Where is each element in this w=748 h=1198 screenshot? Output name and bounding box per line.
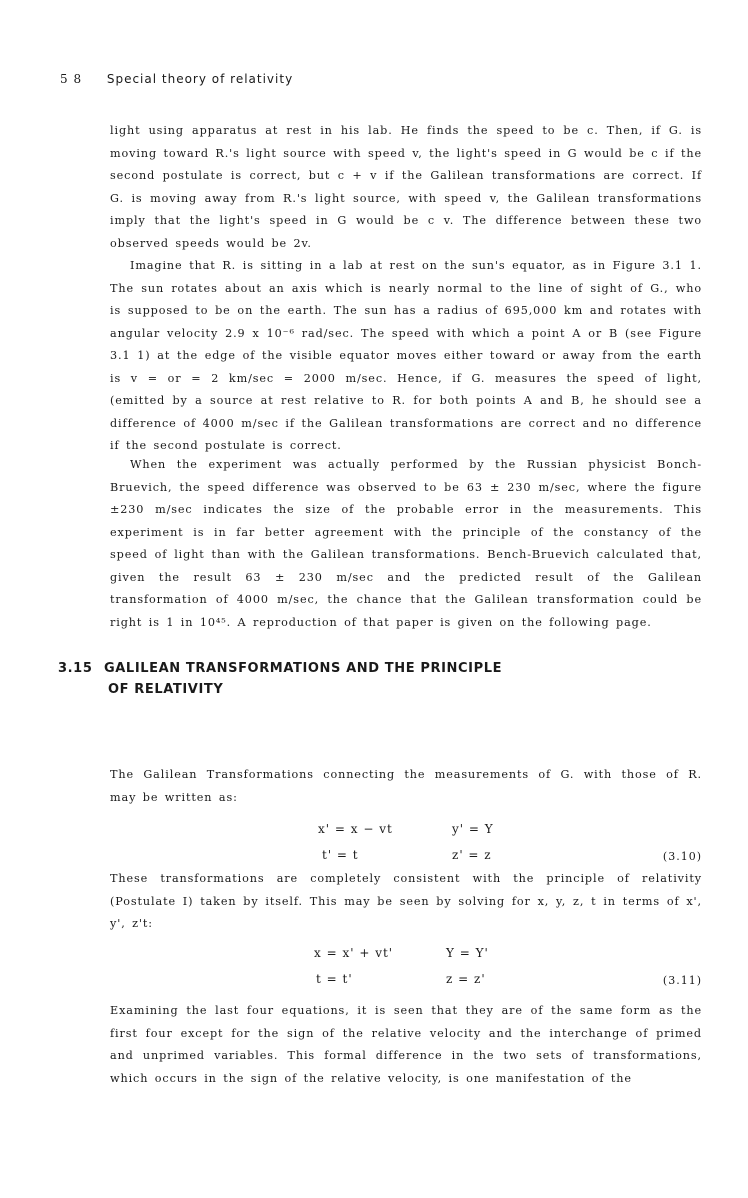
paragraph-5: These transformations are completely consistent with the principle of relativity (Postulate I) taken by itself. This may be seen by solving for x, y, z, t in terms of x', y', z't:	[110, 872, 702, 930]
paragraph-3: When the experiment was actually performed by the Russian physicist Bonch-Bruevich, the speed difference was observed to be 63 ± 230 m/sec, where the figure ±230 m/sec indicates the size of the probable error in the measurements. This experiment is in far better agreement with the principle of the constancy of the speed of light than with the Galilean transformations. Bench-Bruevich calculated that, given the result 63 ± 230 m/sec and the predicted result of the Galilean transformation of 4000 m/sec, the chance that the Galilean transformation could be right is 1 in 10⁴⁵. A reproduction of that paper is given on the following page.	[110, 458, 702, 629]
equation: x' = x − vt	[318, 822, 393, 836]
paragraph-6: Examining the last four equations, it is seen that they are of the same form as the first four except for the sign of the relative velocity and the interchange of primed and unprimed variables. This formal difference in the two sets of transformations, which occurs in the sign of the relative velocity, is one manifestation of the	[110, 1004, 702, 1085]
text-block-4	[110, 868, 702, 936]
equation-number: (3.10)	[662, 850, 702, 863]
section-heading	[58, 658, 502, 700]
equation: z' = z	[452, 848, 492, 862]
text-block-2	[110, 454, 702, 634]
section-title-line2: OF RELATIVITY	[108, 682, 224, 697]
equation: z = z'	[446, 972, 486, 986]
equation: t' = t	[322, 848, 359, 862]
section-title-line1: GALILEAN TRANSFORMATIONS AND THE PRINCIPLE	[104, 661, 503, 676]
section-number: 3.15	[58, 661, 93, 676]
running-title: Special theory of relativity	[106, 72, 294, 86]
text-block-3	[110, 764, 702, 809]
equation-number: (3.11)	[662, 974, 702, 987]
equation: y' = Y	[452, 822, 494, 836]
paragraph-2: Imagine that R. is sitting in a lab at rest on the sun's equator, as in Figure 3.1 1. The sun rotates about an axis which is nearly normal to the line of sight of G., who is supposed to be on the earth. The sun has a radius of 695,000 km and rotates with angular velocity 2.9 x 10⁻⁶ rad/sec. The speed with which a point A or B (see Figure 3.1 1) at the edge of the visible equator moves either toward or away from the earth is v = or = 2 km/sec = 2000 m/sec. Hence, if G. measures the speed of light, (emitted by a source at rest relative to R. for both points A and B, he should see a difference of 4000 m/sec if the Galilean transformations are correct and no difference if the second postulate is correct.	[110, 259, 702, 452]
equation: Y = Y'	[446, 946, 489, 960]
text-block-1	[110, 120, 702, 458]
paragraph-4: The Galilean Transformations connecting the measurements of G. with those of R. may be written as:	[110, 768, 702, 804]
paragraph-1: light using apparatus at rest in his lab. He finds the speed to be c. Then, if G. is moving toward R.'s light source with speed v, the light's speed in G would be c if the second postulate is correct, but c + v if the Galilean transformations are correct. If G. is moving away from R.'s light source, with speed v, the Galilean transformations imply that the light's speed in G would be c v. The difference between these two observed speeds would be 2v.	[110, 124, 702, 250]
page-header	[60, 72, 293, 86]
equation: x = x' + vt'	[314, 946, 394, 960]
equation: t = t'	[316, 972, 353, 986]
page-number: 5 8	[60, 72, 83, 86]
text-block-5	[110, 1000, 702, 1090]
